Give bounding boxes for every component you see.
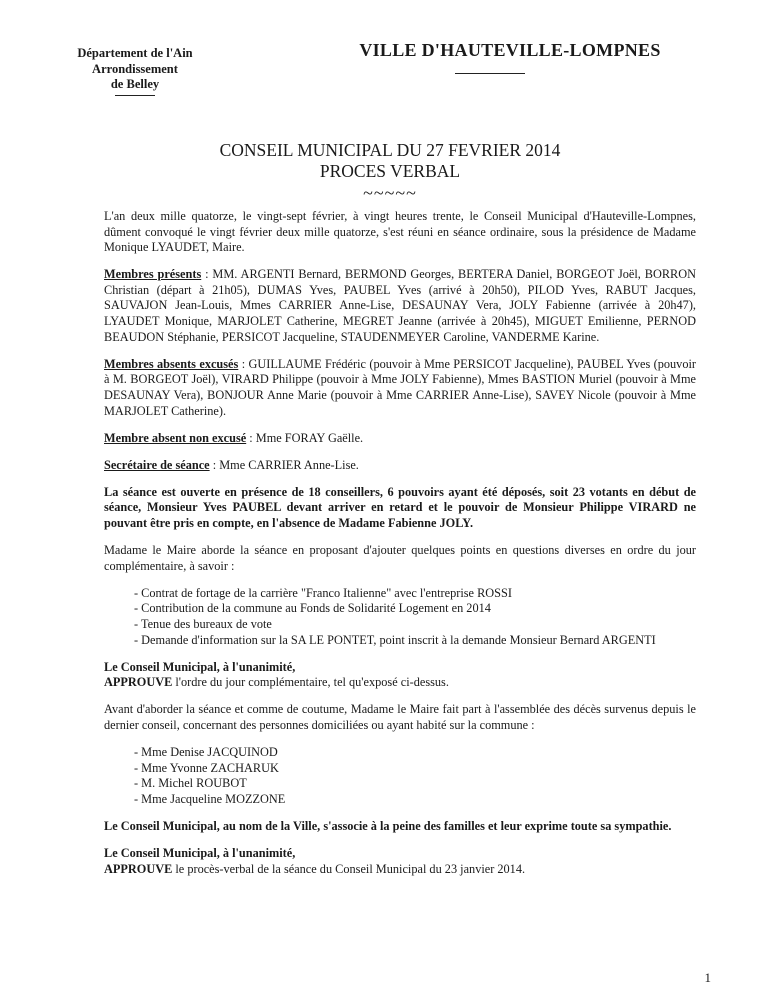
deces-intro-paragraph: Avant d'aborder la séance et comme de coutume, Madame le Maire fait part à l'assemblée des décès survenus depuis le dernier conseil, concernant des personnes domiciliées ou ayant habité sur la commune : (104, 702, 696, 732)
presents-text: : MM. ARGENTI Bernard, BERMOND Georges, BERTERA Daniel, BORGEOT Joël, BORRON Christian (départ à 21h05), DUMAS Yves, PAUBEL Yves (arrivé à 20h50), PILOD Yves, RABUT Jacques, SAUVAJON Jean-Louis, Mmes CARRIER Anne-Lise, DESAUNAY Vera, JOLY Fabienne (arrivée à 20h47), LYAUDET Monique, MARJOLET Catherine, MEGRET Jeanne (arrivée à 20h45), MIGUET Emilienne, PERNOD BEAUDON Stéphanie, PERSICOT Jacqueline, STAUDENMEYER Caroline, VANDERME Karine. (104, 267, 696, 344)
dept-line-2: Arrondissement (92, 61, 178, 76)
vote-2-verb: APPROUVE (104, 861, 173, 876)
deaths-list (134, 745, 696, 807)
secretaire-paragraph (104, 458, 696, 474)
document-body (104, 209, 696, 889)
agenda-item: - Demande d'information sur la SA LE PONTET, point inscrit à la demande Monsieur Bernard ARGENTI (134, 632, 656, 647)
sympathie-paragraph: Le Conseil Municipal, au nom de la Ville, s'associe à la peine des familles et leur exprime toute sa sympathie. (104, 818, 672, 833)
vote-2-rest: le procès-verbal de la séance du Conseil Municipal du 23 janvier 2014. (172, 861, 526, 876)
agenda-item: - Contribution de la commune au Fonds de Solidarité Logement en 2014 (134, 601, 491, 616)
vote-2-paragraph (104, 846, 696, 877)
absents-excuses-paragraph (104, 357, 696, 419)
absents-excuses-label: Membres absents excusés (104, 356, 239, 371)
death-item: - Mme Yvonne ZACHARUK (134, 760, 279, 775)
document-title (100, 140, 680, 203)
presents-paragraph (104, 267, 696, 345)
secretaire-text: : Mme CARRIER Anne-Lise. (209, 457, 359, 472)
title-ornament: ~~~~~ (363, 183, 417, 203)
vote-1-verb: APPROUVE (104, 675, 173, 690)
absents-excuses-text: : GUILLAUME Frédéric (pouvoir à Mme PERSICOT Jacqueline), PAUBEL Yves (pouvoir à M. BORGEOT Joël), VIRARD Philippe (pouvoir à Mme JOLY Fabienne), Mmes BASTION Muriel (pouvoir à Mme DESAUNAY Vera), BONJOUR Anne Marie (pouvoir à Mme CARRIER Anne-Lise), SAVEY Nicole (pouvoir à Mme MARJOLET Catherine). (104, 356, 696, 418)
vote-1-line1: Le Conseil Municipal, à l'unanimité, (104, 659, 296, 674)
agenda-item: - Contrat de fortage de la carrière "Franco Italienne" avec l'entreprise ROSSI (134, 585, 512, 600)
absent-non-excuse-label: Membre absent non excusé (104, 430, 247, 445)
title-line-1: CONSEIL MUNICIPAL DU 27 FEVRIER 2014 (219, 140, 561, 160)
absent-non-excuse-paragraph (104, 431, 696, 447)
ouverture-paragraph: La séance est ouverte en présence de 18 conseillers, 6 pouvoirs ayant été déposés, soit 23 votants en début de séance, Monsieur Yves PAUBEL devant arriver en retard et le pouvoir de Monsieur Philippe VIRARD ne pouvant être pris en compte, en l'absence de Madame Fabienne JOLY. (104, 484, 696, 530)
presents-label: Membres présents (104, 267, 202, 282)
dept-line-1: Département de l'Ain (77, 46, 193, 60)
death-item: - M. Michel ROUBOT (134, 776, 247, 791)
vote-1-paragraph (104, 660, 696, 691)
death-item: - Mme Denise JACQUINOD (134, 745, 278, 760)
dept-divider (115, 95, 155, 96)
title-line-2: PROCES VERBAL (319, 161, 461, 181)
death-item: - Mme Jacqueline MOZZONE (134, 791, 286, 806)
vote-2-line1: Le Conseil Municipal, à l'unanimité, (104, 846, 296, 860)
secretaire-label: Secrétaire de séance (104, 457, 210, 472)
agenda-item: - Tenue des bureaux de vote (134, 616, 272, 631)
page-number: 1 (704, 970, 711, 985)
vote-1-rest: l'ordre du jour complémentaire, tel qu'exposé ci-dessus. (172, 675, 449, 690)
town-divider (455, 73, 525, 74)
department-header (40, 46, 230, 96)
ordre-intro-paragraph: Madame le Maire aborde la séance en proposant d'ajouter quelques points en questions diverses en ordre du jour complémentaire, à savoir : (104, 543, 696, 573)
town-title: VILLE D'HAUTEVILLE-LOMPNES (359, 40, 661, 60)
dept-line-3: de Belley (110, 77, 160, 91)
absent-non-excuse-text: : Mme FORAY Gaëlle. (246, 430, 364, 445)
agenda-list (134, 586, 696, 648)
intro-paragraph: L'an deux mille quatorze, le vingt-sept février, à vingt heures trente, le Conseil Municipal d'Hauteville-Lompnes, dûment convoqué le vingt février deux mille quatorze, s'est réuni en séance ordinaire, sous la présidence de Madame Monique LYAUDET, Maire. (104, 209, 696, 255)
